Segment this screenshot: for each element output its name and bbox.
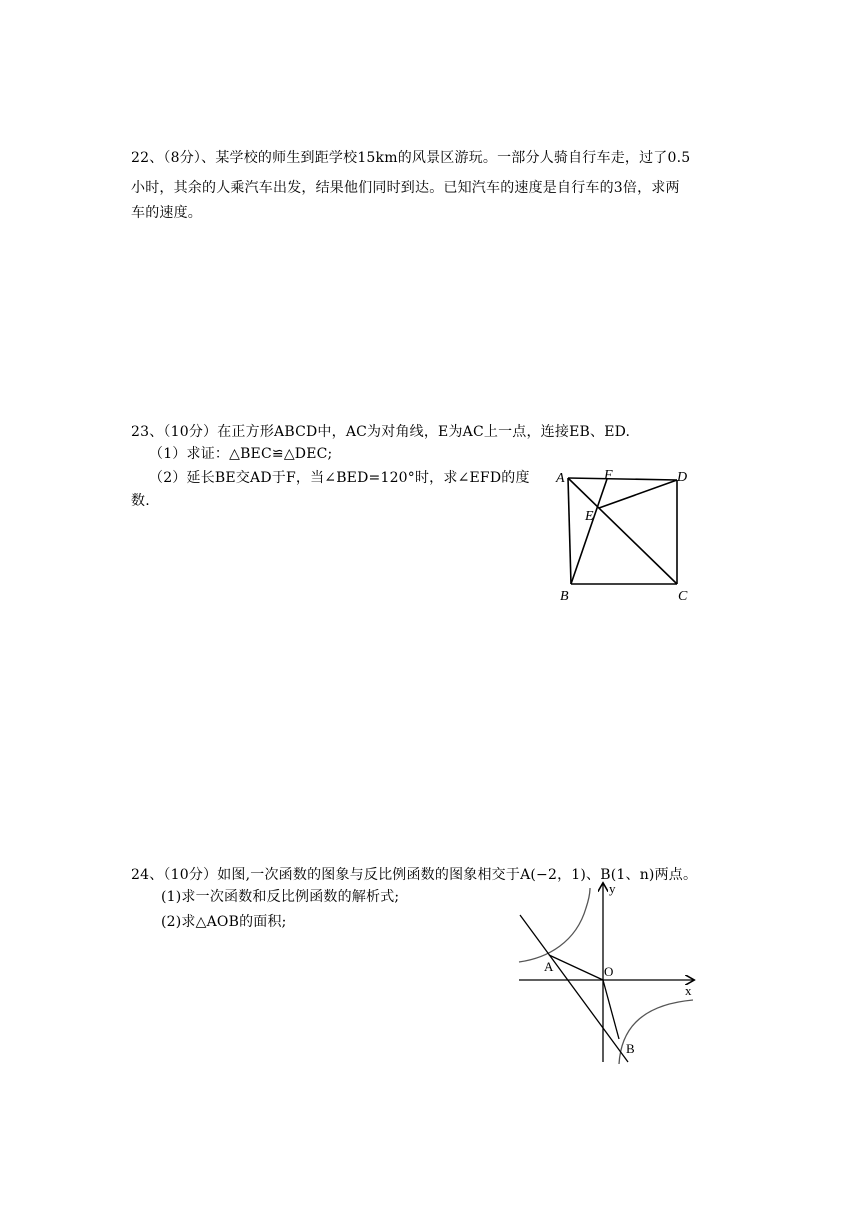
hyperbola-branch-upper-left — [519, 888, 590, 962]
q22-line-2: 小时，其余的人乘汽车出发，结果他们同时到达。已知汽车的速度是自行车的3倍，求两 — [131, 180, 680, 196]
segment-OB — [603, 980, 619, 1039]
label-E: E — [585, 509, 594, 524]
linear-function-line — [520, 915, 628, 1062]
label-x: x — [685, 983, 692, 998]
label-F: F — [604, 468, 613, 483]
label-D: D — [677, 470, 688, 485]
q23-part-2: （2）延长BE交AD于F，当∠BED=120°时，求∠EFD的度 — [149, 470, 530, 486]
label-B: B — [626, 1041, 635, 1056]
label-O: O — [604, 964, 614, 979]
label-A: A — [556, 471, 565, 486]
segment-BF — [571, 479, 607, 584]
segment-ED — [599, 480, 677, 508]
label-B: B — [560, 589, 569, 604]
segment-BA — [568, 478, 571, 584]
q23-part-2-cont: 数. — [131, 493, 150, 509]
label-y: y — [609, 881, 616, 896]
hyperbola-branch-lower-right — [619, 1000, 693, 1064]
label-C: C — [678, 589, 688, 604]
q24-part-2: (2)求△AOB的面积; — [161, 914, 287, 930]
segment-AD — [568, 478, 677, 480]
q23-part-1: （1）求证：△BEC≌△DEC; — [149, 446, 333, 462]
q24-part-1: (1)求一次函数和反比例函数的解析式; — [161, 889, 400, 905]
segment-AO — [549, 955, 603, 980]
label-A: A — [544, 959, 554, 974]
q22-line-3: 车的速度。 — [131, 205, 202, 221]
segment-AC — [568, 478, 677, 584]
q22-line-1: 22、（8分）、某学校的师生到距学校15km的风景区游玩。一部分人骑自行车走，过了0.5 — [131, 150, 691, 166]
q24-line-1: 24、（10分）如图,一次函数的图象与反比例函数的图象相交于A(−2，1)、B(1、n)两点。 — [131, 867, 698, 883]
q23-line-1: 23、（10分）在正方形ABCD中，AC为对角线，E为AC上一点，连接EB、ED. — [131, 424, 631, 440]
